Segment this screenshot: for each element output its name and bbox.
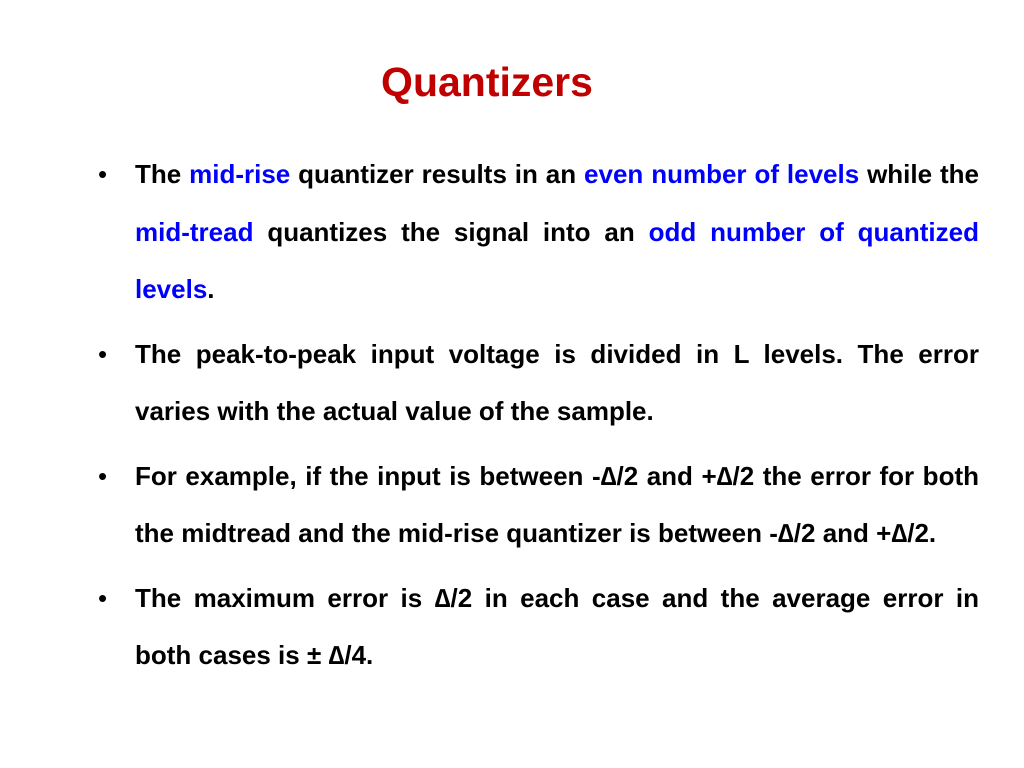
bullet-text-segment: . [207,274,215,304]
bullet-text: For example, if the input is between -∆/2 and +∆/2 the error for both the midtread and the mid-rise quantizer is between -∆/2 and +∆/2. [135,460,979,548]
highlight-term: mid-tread [135,216,254,247]
bullet-icon: • [98,159,108,189]
bullet-item [96,146,979,319]
slide-title: Quantizers [381,59,593,105]
bullet-item [96,570,979,685]
bullet-text-segment: while the [859,159,979,189]
bullet-icon: • [98,460,108,491]
bullet-list [96,146,979,692]
bullet-text-segment: The [135,159,190,189]
bullet-text-segment: quantizer results in an [290,159,585,189]
bullet-icon: • [98,582,108,613]
highlight-term: even number of levels [584,159,860,189]
bullet-text-segment: quantizes the signal into an [253,216,649,247]
bullet-text: The maximum error is ∆/2 in each case and the average error in both cases is ± ∆/4. [135,582,979,670]
bullet-text: The peak-to-peak input voltage is divided in L levels. The error varies with the actual value of the sample. [135,338,979,426]
bullet-item [96,448,979,563]
bullet-text [135,159,979,304]
highlight-term: odd number of quantized levels [135,216,979,304]
highlight-term: mid-rise [189,159,291,189]
bullet-icon: • [98,338,108,369]
bullet-item [96,326,979,441]
